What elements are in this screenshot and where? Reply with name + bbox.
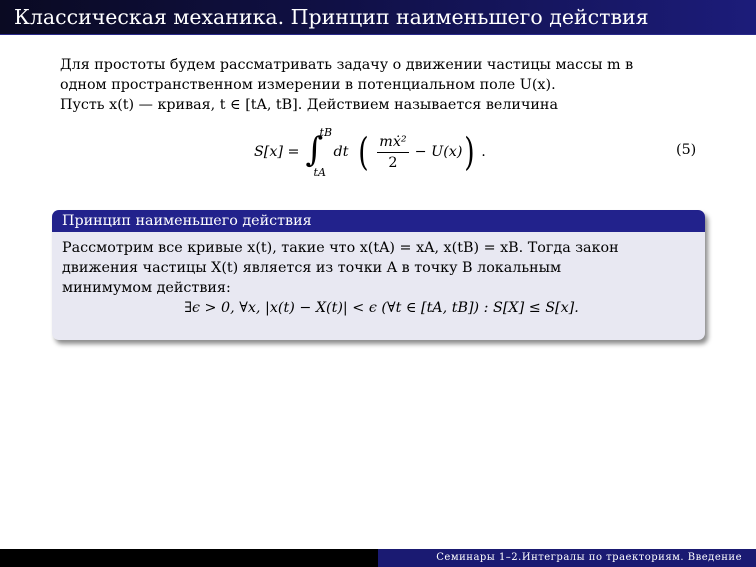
lower-limit: tA	[313, 166, 326, 179]
intro-line-3: Пусть x(t) — кривая, t ∈ [tA, tB]. Действием называется величина	[60, 97, 558, 113]
fraction-numerator: mẋ²	[377, 133, 408, 153]
footer-text: Семинары 1–2.Интегралы по траекториям. Введение	[436, 552, 742, 563]
intro-line-1: Для простоты будем рассматривать задачу о движении частицы массы m в	[60, 57, 634, 73]
footer-right-panel	[378, 549, 756, 567]
block-line-1: Рассмотрим все кривые x(t), такие что x(tA) = xA, x(tB) = xB. Тогда закон	[62, 240, 619, 256]
action-equation	[0, 122, 756, 182]
block-body	[52, 232, 705, 318]
intro-line-2: одном пространственном измерении в потенциальном поле U(x).	[60, 77, 556, 93]
intro-text	[60, 55, 690, 115]
equation-lhs: S[x] =	[254, 144, 300, 160]
kinetic-fraction	[377, 133, 408, 172]
theorem-block	[52, 210, 705, 340]
differential: dt	[333, 144, 349, 160]
footer-bar	[0, 549, 756, 567]
slide-title: Классическая механика. Принцип наименьшего действия	[14, 5, 649, 29]
close-paren: )	[464, 130, 476, 174]
potential-term: − U(x)	[414, 144, 463, 160]
block-formula: ∃ϵ > 0, ∀x, |x(t) − X(t)| < ϵ (∀t ∈ [tA, tB]) : S[X] ≤ S[x].	[184, 300, 579, 316]
integral-sign: ∫ tB tA	[305, 126, 333, 179]
equation-end: .	[481, 144, 486, 160]
open-paren: (	[358, 130, 370, 174]
slide-title-bar	[0, 0, 756, 35]
upper-limit: tB	[319, 126, 333, 139]
equation-number: (5)	[676, 142, 697, 158]
block-title: Принцип наименьшего действия	[52, 210, 705, 232]
block-line-2: движения частицы X(t) является из точки A в точку B локальным	[62, 260, 562, 276]
block-line-3: минимумом действия:	[62, 280, 231, 296]
fraction-denominator: 2	[388, 154, 398, 171]
